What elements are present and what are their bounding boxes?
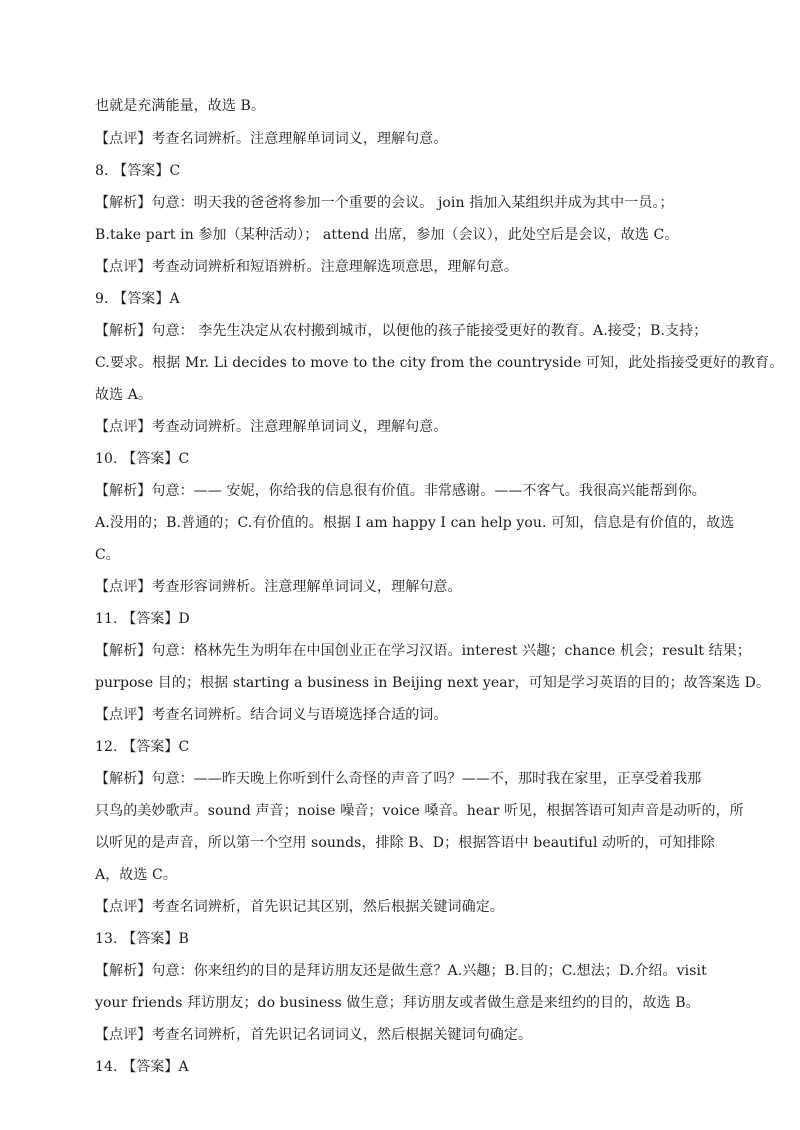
answer-line: 14. 【答案】A (95, 1059, 189, 1075)
text-line: purpose 目的；根据 starting a business in Beijing next year，可知是学习英语的目的；故答案选 D。 (95, 675, 771, 691)
text-line: C。 (95, 547, 120, 563)
comment-line: 【点评】考查名词辨析。结合词义与语境选择合适的词。 (95, 707, 448, 723)
answer-line: 8. 【答案】C (95, 163, 181, 179)
analysis-line: 【解析】句意：明天我的爸爸将参加一个重要的会议。 join 指加入某组织并成为其中一员。； (95, 195, 674, 211)
analysis-line: 【解析】句意：—— 安妮，你给我的信息很有价值。非常感谢。——不客气。我很高兴能帮到你。 (95, 483, 706, 499)
text-line: your friends 拜访朋友；do business 做生意；拜访朋友或者做生意是来纽约的目的，故选 B。 (95, 995, 700, 1011)
comment-line: 【点评】考查名词辨析，首先识记名词词义，然后根据关键词句确定。 (95, 1027, 533, 1043)
comment-line: 【点评】考查名词辨析，首先识记其区别，然后根据关键词确定。 (95, 899, 504, 915)
comment-line: 【点评】考查动词辨析。注意理解单词词义，理解句意。 (95, 419, 448, 435)
text-line: A.没用的；B.普通的；C.有价值的。根据 I am happy I can help you. 可知，信息是有价值的，故选 (95, 515, 735, 531)
answer-line: 9. 【答案】A (95, 291, 180, 307)
analysis-line: 【解析】句意：——昨天晚上你听到什么奇怪的声音了吗？——不，那时我在家里，正享受着我那 (95, 771, 702, 787)
answer-line: 12. 【答案】C (95, 739, 190, 755)
comment-line: 【点评】考查名词辨析。注意理解单词词义，理解句意。 (95, 131, 448, 147)
answer-line: 13. 【答案】B (95, 931, 189, 947)
text-line: 也就是充满能量，故选 B。 (95, 98, 266, 114)
analysis-line: 【解析】句意： 李先生决定从农村搬到城市，以便他的孩子能接受更好的教育。A.接受；B.支持； (95, 323, 708, 339)
text-line: 以听见的是声音，所以第一个空用 sounds，排除 B、D；根据答语中 beautiful 动听的，可知排除 (95, 835, 715, 851)
text-line: 故选 A。 (95, 387, 153, 403)
answer-line: 10. 【答案】C (95, 451, 190, 467)
analysis-line: 【解析】句意：你来纽约的目的是拜访朋友还是做生意？A.兴趣；B.目的；C.想法；D.介绍。visit (95, 963, 707, 979)
text-line: 只鸟的美妙歌声。sound 声音；noise 噪音；voice 嗓音。hear 听见，根据答语可知声音是动听的，所 (95, 803, 744, 819)
comment-line: 【点评】考查动词辨析和短语辨析。注意理解选项意思，理解句意。 (95, 259, 518, 275)
text-line: A，故选 C。 (95, 867, 177, 883)
analysis-line: 【解析】句意：格林先生为明年在中国创业正在学习汉语。interest 兴趣；chance 机会；result 结果； (95, 643, 751, 659)
comment-line: 【点评】考查形容词辨析。注意理解单词词义，理解句意。 (95, 579, 462, 595)
text-line: C.要求。根据 Mr. Li decides to move to the city from the countryside 可知，此处指接受更好的教育。 (95, 355, 784, 371)
answer-line: 11. 【答案】D (95, 611, 190, 627)
text-line: B.take part in 参加（某种活动）； attend 出席，参加（会议），此处空后是会议，故选 C。 (95, 227, 679, 243)
